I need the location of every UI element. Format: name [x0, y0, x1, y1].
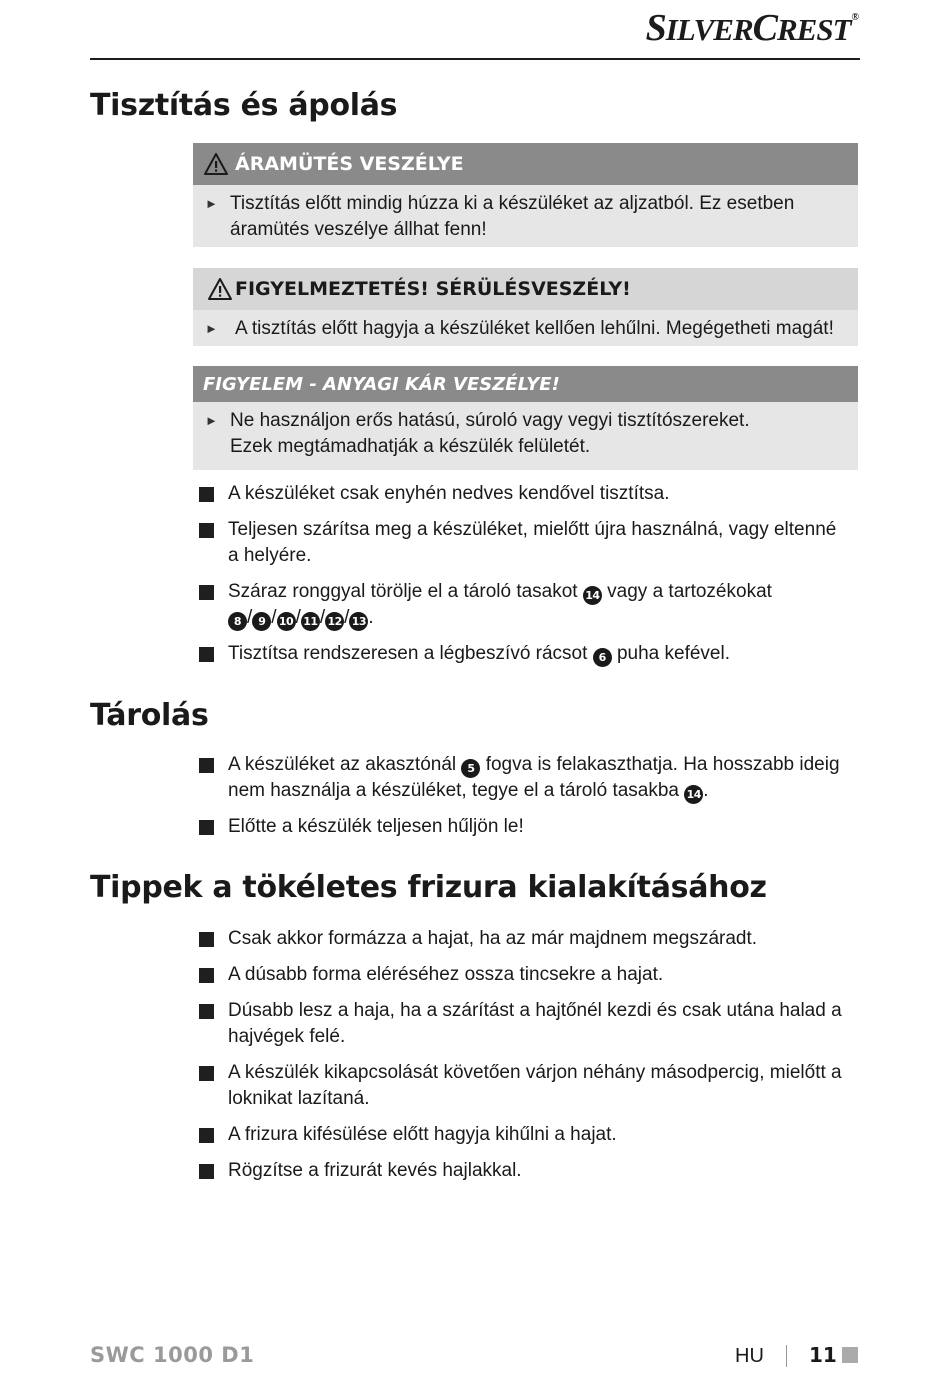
square-bullet-icon — [199, 932, 214, 947]
warning-triangle-icon — [203, 152, 229, 176]
list-item-text: vagy a tartozékokat — [607, 581, 772, 602]
list-item-text: Rögzítse a frizurát kevés hajlakkal. — [228, 1160, 522, 1181]
list-item — [199, 579, 849, 631]
warning-box-material-damage — [193, 366, 858, 470]
list-item — [199, 641, 849, 667]
warning-text-block — [193, 310, 858, 346]
separator: / — [319, 607, 326, 628]
part-number-badge: 6 — [593, 648, 612, 667]
list-item-text: puha kefével. — [616, 643, 730, 664]
square-bullet-icon — [199, 647, 214, 662]
list-item-text: Csak akkor formázza a hajat, ha az már majdnem megszáradt. — [228, 928, 758, 949]
square-bullet-icon — [199, 523, 214, 538]
warning-text-line: Ne használjon erős hatású, súroló vagy vegyi tisztítószereket. — [230, 410, 750, 431]
list-item — [199, 998, 849, 1050]
warning-triangle-icon — [207, 277, 233, 301]
part-number-badge: 11 — [301, 612, 320, 631]
arrow-bullet-icon: ► — [205, 413, 218, 428]
warning-box-electric-shock — [193, 143, 858, 247]
footer-square-icon — [842, 1347, 858, 1363]
part-number-badge: 14 — [684, 785, 703, 804]
separator: . — [368, 607, 374, 628]
warning-text-block — [193, 402, 858, 470]
warning-header — [193, 366, 858, 402]
square-bullet-icon — [199, 585, 214, 600]
arrow-bullet-icon: ► — [205, 196, 218, 211]
warning-text: Tisztítás előtt mindig húzza ki a készüléket az aljzatból. Ez esetben áramütés veszélye állhat fenn! — [230, 193, 795, 240]
warning-text-line: Ezek megtámadhatják a készülék felületét. — [230, 436, 591, 457]
square-bullet-icon — [199, 487, 214, 502]
square-bullet-icon — [199, 1128, 214, 1143]
warning-title: FIGYELMEZTETÉS! SÉRÜLÉSVESZÉLY! — [235, 278, 631, 300]
tips-list — [199, 926, 849, 1194]
separator: . — [703, 780, 709, 801]
footer-language: HU — [735, 1345, 764, 1367]
part-number-badge: 9 — [252, 612, 271, 631]
section-title-storage: Tárolás — [90, 698, 209, 733]
cleaning-list — [199, 481, 849, 677]
list-item-text: A készüléket az akasztónál — [228, 754, 457, 775]
square-bullet-icon — [199, 820, 214, 835]
list-item — [199, 517, 849, 569]
list-item — [199, 1060, 849, 1112]
list-item — [199, 814, 849, 840]
list-item-text: A dúsabb forma eléréséhez ossza tincsekre a hajat. — [228, 964, 664, 985]
part-number-badge: 12 — [325, 612, 344, 631]
list-item-text: A készülék kikapcsolását követően várjon néhány másodpercig, mielőtt a loknikat lazítaná. — [228, 1062, 842, 1109]
square-bullet-icon — [199, 1164, 214, 1179]
footer-model-number: SWC 1000 D1 — [90, 1343, 255, 1367]
section-title-tips: Tippek a tökéletes frizura kialakításához — [90, 870, 767, 905]
square-bullet-icon — [199, 758, 214, 773]
square-bullet-icon — [199, 1004, 214, 1019]
list-item — [199, 1122, 849, 1148]
list-item — [199, 752, 849, 804]
part-number-badge: 13 — [349, 612, 368, 631]
list-item — [199, 962, 849, 988]
separator: / — [344, 607, 350, 628]
part-number-badge: 14 — [583, 586, 602, 605]
separator: / — [271, 607, 277, 628]
part-number-badge: 10 — [277, 612, 296, 631]
footer-divider — [786, 1345, 787, 1367]
arrow-bullet-icon: ► — [205, 321, 218, 336]
warning-header — [193, 143, 858, 185]
list-item — [199, 1158, 849, 1184]
square-bullet-icon — [199, 1066, 214, 1081]
part-number-badge: 5 — [461, 759, 480, 778]
warning-title: FIGYELEM - ANYAGI KÁR VESZÉLYE! — [203, 373, 560, 395]
list-item — [199, 926, 849, 952]
warning-header — [193, 268, 858, 310]
list-item — [199, 481, 849, 507]
storage-list — [199, 752, 849, 850]
header-rule — [90, 58, 860, 60]
section-title-cleaning: Tisztítás és ápolás — [90, 88, 398, 123]
list-item-text: A frizura kifésülése előtt hagyja kihűlni a hajat. — [228, 1124, 617, 1145]
list-item-text: Dúsabb lesz a haja, ha a szárítást a hajtőnél kezdi és csak utána halad a hajvégek felé. — [228, 1000, 842, 1047]
brand-logo: SILVERCREST® — [645, 7, 858, 49]
list-item-text: fogva is felakaszthatja. Ha hosszabb ideig nem használja a készüléket, tegye el a tároló tasakba — [228, 754, 840, 801]
list-item-text: Száraz ronggyal törölje el a tároló tasakot — [228, 581, 578, 602]
list-item-text: Tisztítsa rendszeresen a légbeszívó rácsot — [228, 643, 588, 664]
list-item-text: Előtte a készülék teljesen hűljön le! — [228, 816, 524, 837]
separator: / — [295, 607, 301, 628]
page-number: 11 — [809, 1343, 837, 1367]
list-item-text: Teljesen szárítsa meg a készüléket, mielőtt újra használná, vagy eltenné a helyére. — [228, 519, 837, 566]
list-item-text: A készüléket csak enyhén nedves kendővel tisztítsa. — [228, 483, 670, 504]
warning-title: ÁRAMÜTÉS VESZÉLYE — [235, 153, 464, 175]
separator: / — [247, 607, 253, 628]
warning-text: A tisztítás előtt hagyja a készüléket kellően lehűlni. Megégetheti magát! — [235, 318, 834, 339]
part-number-badge: 8 — [228, 612, 247, 631]
warning-text-block — [193, 185, 858, 247]
warning-box-injury — [193, 268, 858, 346]
square-bullet-icon — [199, 968, 214, 983]
